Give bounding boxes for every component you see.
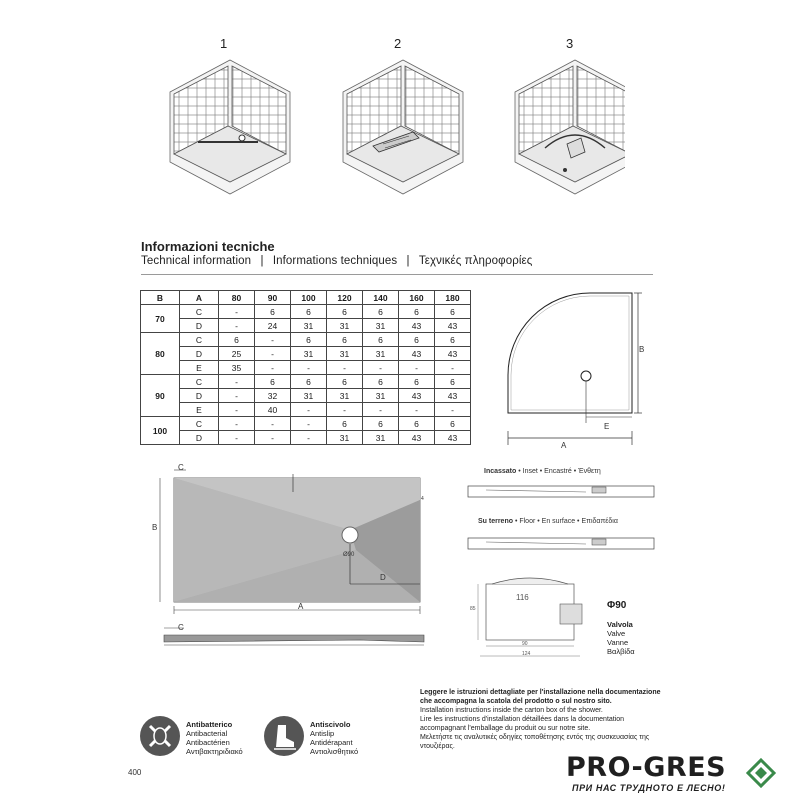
tech-info-subtitle	[141, 255, 532, 267]
table-cell: 6	[291, 333, 327, 347]
brand-logo-diamond-icon	[746, 758, 776, 788]
instructions-fr: Lire les instructions d'installation détaillées dans la documentation accompagnant l'emballage du produit ou sur notre site.	[420, 716, 625, 732]
table-cell: -	[255, 361, 291, 375]
table-header-cell: 120	[327, 291, 363, 305]
table-row	[141, 403, 471, 417]
install-inset-rest: • Inset • Encastré • Ένθετη	[516, 468, 601, 475]
table-cell: -	[327, 403, 363, 417]
subtitle-en: Technical information	[141, 255, 252, 267]
table-cell: -	[255, 347, 291, 361]
brand-logo-tagline: ПРИ НАС ТРУДНОТО Е ЛЕСНО!	[572, 783, 726, 793]
table-cell: 31	[327, 431, 363, 445]
install-floor-rest: • Floor • En surface • Επιδαπέδια	[513, 518, 618, 525]
instructions-gr: Μελετήστε τις αναλυτικές οδηγίες τοποθέτησης εντός της συσκευασίας της ντουζιέρας.	[420, 734, 650, 750]
table-cell: 6	[327, 417, 363, 431]
rect-tray-plan	[150, 460, 435, 660]
table-cell: 6	[327, 333, 363, 347]
table-row	[141, 389, 471, 403]
floor-section-drawing	[466, 534, 656, 554]
table-cell: 6	[219, 333, 255, 347]
install-floor-bold: Su terreno	[478, 518, 514, 525]
valve-dim-inner: 90	[522, 641, 528, 647]
plan-dim-d: D	[380, 573, 386, 582]
table-cell: 6	[435, 333, 471, 347]
subtitle-separator: |	[260, 255, 264, 267]
subtitle-fr: Informations techniques	[272, 255, 398, 267]
valve-name-it: Valvola	[607, 620, 633, 629]
table-cell: -	[291, 417, 327, 431]
table-cell: -	[399, 403, 435, 417]
table-cell: -	[363, 403, 399, 417]
table-cell: 32	[255, 389, 291, 403]
table-row	[141, 347, 471, 361]
table-cell: 43	[399, 431, 435, 445]
table-a-cell: D	[180, 389, 219, 403]
plan-dim-c: C	[178, 463, 184, 472]
table-row	[141, 431, 471, 445]
table-cell: 43	[435, 389, 471, 403]
table-cell: 31	[363, 347, 399, 361]
table-cell: -	[219, 305, 255, 319]
table-header-cell: 140	[363, 291, 399, 305]
table-cell: -	[435, 403, 471, 417]
table-a-cell: C	[180, 417, 219, 431]
table-header-cell: 80	[219, 291, 255, 305]
table-row	[141, 333, 471, 347]
table-cell: -	[291, 431, 327, 445]
table-cell: 43	[435, 319, 471, 333]
table-b-cell: 100	[141, 417, 180, 445]
table-cell: 6	[399, 375, 435, 389]
feature-antibacterial-fr: Antibactérien	[186, 738, 230, 747]
table-cell: -	[219, 417, 255, 431]
brand-logo-name: PRO-GRES	[566, 752, 727, 783]
table-header-row	[141, 291, 471, 305]
valve-dim-side: 85	[470, 606, 476, 612]
subtitle-separator: |	[406, 255, 410, 267]
header-rule	[141, 274, 653, 275]
table-a-cell: D	[180, 347, 219, 361]
table-a-cell: C	[180, 333, 219, 347]
table-cell: 31	[363, 389, 399, 403]
table-a-cell: C	[180, 375, 219, 389]
table-cell: 31	[327, 389, 363, 403]
feature-antislip-gr: Αντιολισθητικό	[310, 747, 359, 756]
table-cell: -	[363, 361, 399, 375]
table-b-cell: 80	[141, 333, 180, 375]
table-b-cell: 90	[141, 375, 180, 417]
quarter-dim-a: A	[561, 441, 567, 450]
table-cell: 6	[327, 305, 363, 319]
illustration-1	[170, 60, 290, 194]
table-header-cell: 100	[291, 291, 327, 305]
table-cell: 24	[255, 319, 291, 333]
table-row	[141, 361, 471, 375]
plan-side-mark: 4	[421, 496, 424, 502]
table-cell: 31	[363, 319, 399, 333]
table-cell: 43	[435, 431, 471, 445]
quarter-dim-e: E	[604, 422, 610, 431]
feature-antibacterial-gr: Αντιβακτηριδιακό	[186, 747, 243, 756]
plan-drain-label: Ø90	[343, 552, 355, 558]
figure-label-1: 1	[220, 36, 228, 51]
table-cell: 31	[363, 431, 399, 445]
table-cell: 25	[219, 347, 255, 361]
table-cell: -	[219, 375, 255, 389]
table-row	[141, 417, 471, 431]
table-cell: -	[219, 319, 255, 333]
table-cell: -	[435, 361, 471, 375]
table-cell: 6	[363, 333, 399, 347]
table-a-cell: D	[180, 319, 219, 333]
table-a-cell: E	[180, 403, 219, 417]
install-inset-label	[484, 468, 601, 475]
page-number: 400	[128, 768, 142, 777]
table-cell: -	[219, 403, 255, 417]
table-cell: -	[219, 431, 255, 445]
instructions-en: Installation instructions inside the carton box of the shower.	[420, 707, 603, 714]
table-cell: 43	[399, 347, 435, 361]
valve-phi: Φ90	[607, 600, 627, 611]
figure-label-2: 2	[394, 36, 402, 51]
valve-name-en: Valve	[607, 629, 626, 638]
plan-dim-a: A	[298, 602, 304, 611]
illustration-2	[343, 60, 463, 194]
table-cell: 6	[363, 305, 399, 319]
table-cell: 43	[399, 389, 435, 403]
table-cell: 31	[327, 347, 363, 361]
table-header-cell: 160	[399, 291, 435, 305]
feature-antibacterial-title: Antibatterico	[186, 720, 233, 729]
table-cell: 6	[399, 305, 435, 319]
valve-names	[607, 620, 635, 656]
table-cell: 43	[435, 347, 471, 361]
install-floor-label	[478, 518, 618, 525]
feature-antislip	[310, 720, 358, 756]
table-header-cell: A	[180, 291, 219, 305]
instructions-note	[420, 688, 665, 751]
valve-dim-top: 116	[516, 593, 529, 602]
table-cell: 6	[435, 305, 471, 319]
table-b-cell: 70	[141, 305, 180, 333]
table-cell: 6	[435, 417, 471, 431]
install-inset-bold: Incassato	[484, 468, 517, 475]
table-cell: -	[291, 403, 327, 417]
table-cell: 31	[291, 389, 327, 403]
valve-name-gr: Βαλβίδα	[607, 647, 635, 656]
inset-section-drawing	[466, 482, 656, 502]
tech-info-title: Informazioni tecniche	[141, 239, 275, 254]
table-header-cell: B	[141, 291, 180, 305]
table-cell: 6	[363, 375, 399, 389]
dimension-table	[140, 290, 471, 445]
table-header-cell: 90	[255, 291, 291, 305]
feature-antibacterial	[186, 720, 243, 756]
table-cell: -	[255, 431, 291, 445]
table-a-cell: D	[180, 431, 219, 445]
figure-label-3: 3	[566, 36, 574, 51]
table-cell: 6	[291, 375, 327, 389]
antibacterial-icon	[140, 716, 180, 756]
table-cell: 40	[255, 403, 291, 417]
table-cell: -	[255, 333, 291, 347]
table-cell: 31	[291, 347, 327, 361]
table-cell: -	[399, 361, 435, 375]
table-cell: -	[255, 417, 291, 431]
table-a-cell: E	[180, 361, 219, 375]
table-cell: 6	[327, 375, 363, 389]
table-cell: 6	[255, 375, 291, 389]
subtitle-gr: Τεχνικές πληροφορίες	[418, 255, 533, 267]
table-row	[141, 319, 471, 333]
quarter-tray-drawing	[496, 285, 656, 455]
table-cell: 6	[435, 375, 471, 389]
table-cell: 31	[327, 319, 363, 333]
table-cell: 31	[291, 319, 327, 333]
illustration-3	[515, 60, 625, 194]
installation-illustrations	[165, 52, 625, 202]
table-cell: 43	[399, 319, 435, 333]
feature-antislip-title: Antiscivolo	[310, 720, 351, 729]
table-cell: 6	[363, 417, 399, 431]
table-cell: 6	[399, 333, 435, 347]
table-row	[141, 375, 471, 389]
feature-antibacterial-en: Antibacterial	[186, 729, 228, 738]
table-cell: 35	[219, 361, 255, 375]
table-cell: 6	[255, 305, 291, 319]
table-cell: -	[327, 361, 363, 375]
table-cell: 6	[399, 417, 435, 431]
table-cell: -	[291, 361, 327, 375]
valve-drawing	[470, 570, 610, 670]
table-header-cell: 180	[435, 291, 471, 305]
plan-dim-b: B	[152, 523, 158, 532]
valve-dim-bottom: 124	[522, 651, 531, 657]
quarter-dim-b: B	[639, 345, 645, 354]
feature-antislip-fr: Antidérapant	[310, 738, 353, 747]
feature-antislip-en: Antislip	[310, 729, 335, 738]
table-row	[141, 305, 471, 319]
antislip-boot-icon	[264, 716, 304, 756]
section-dim-c: C	[178, 623, 184, 632]
table-a-cell: C	[180, 305, 219, 319]
instructions-it: Leggere le istruzioni dettagliate per l'installazione nella documentazione che accompagna la scatola del prodotto o sul nostro sito.	[420, 689, 661, 705]
table-cell: 6	[291, 305, 327, 319]
table-cell: -	[219, 389, 255, 403]
valve-name-fr: Vanne	[607, 638, 629, 647]
